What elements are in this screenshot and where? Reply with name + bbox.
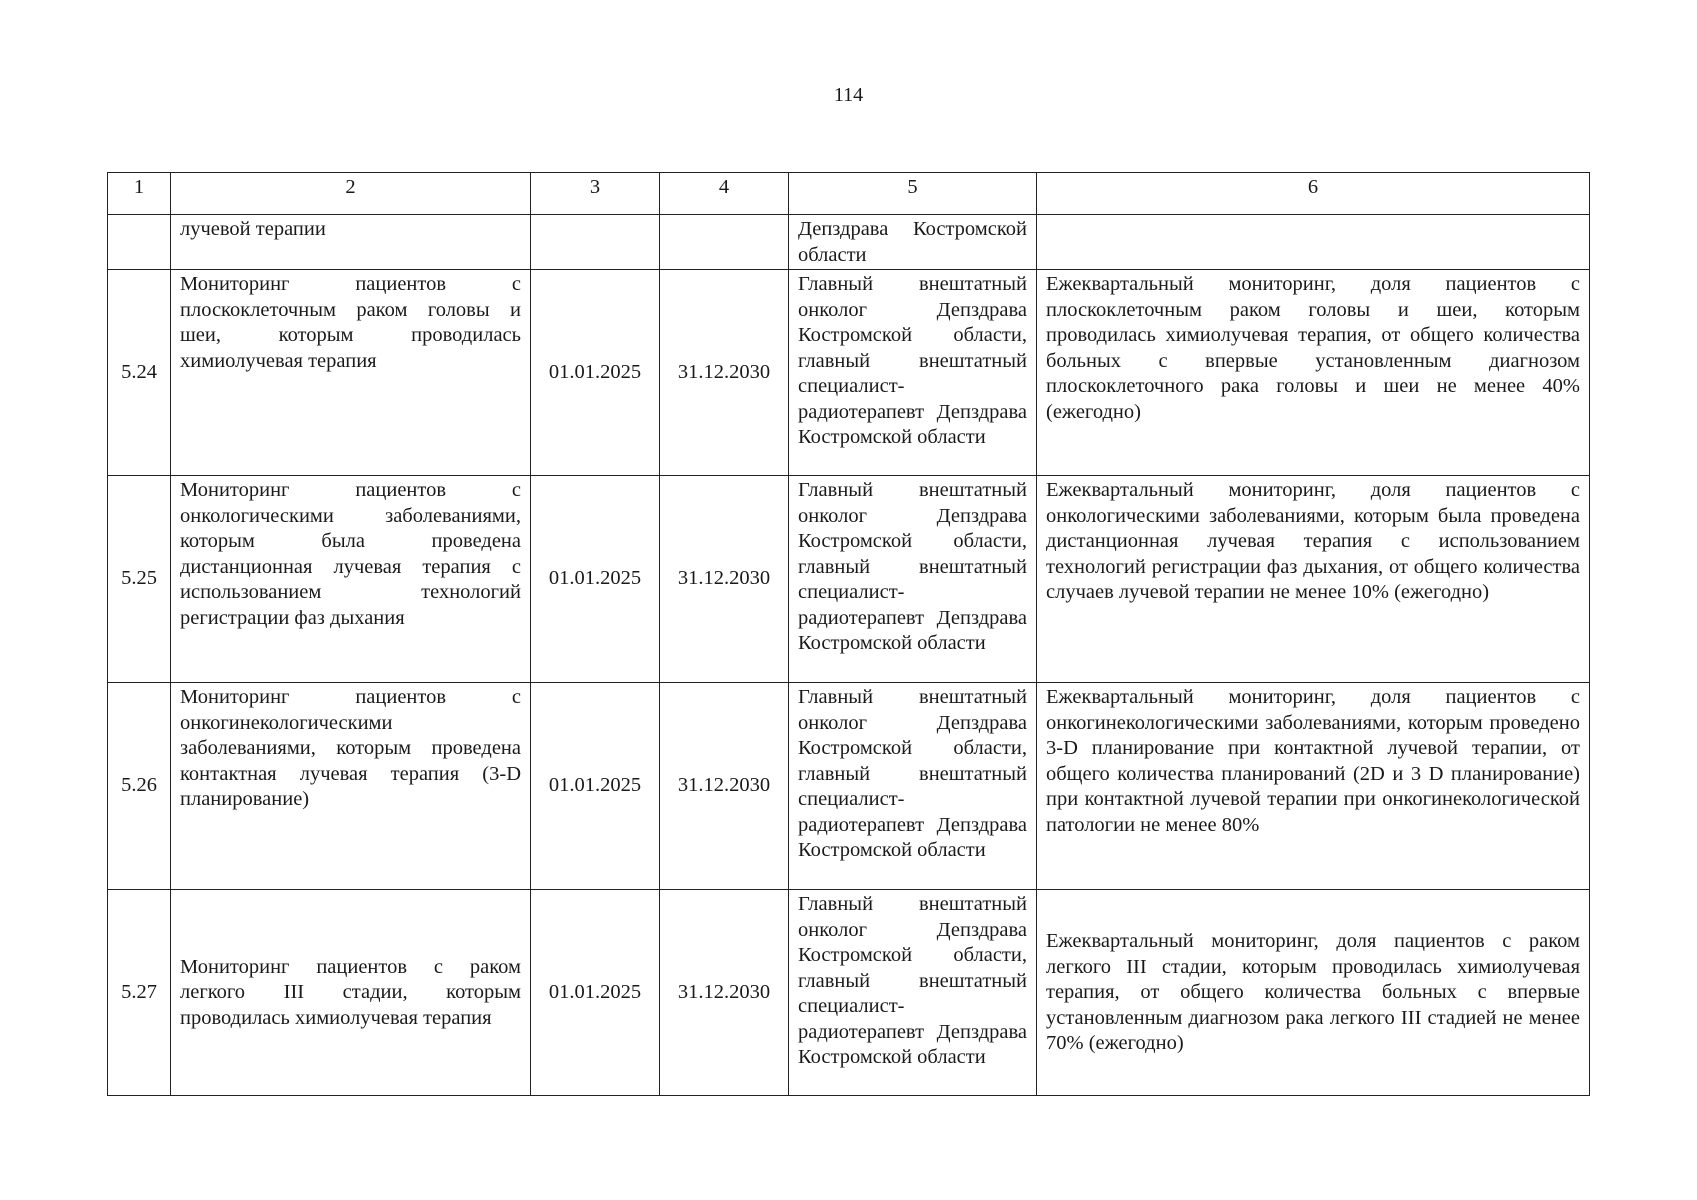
page-number: 114 (833, 84, 864, 106)
start-date: 01.01.2025 (531, 270, 660, 476)
header-cell: 4 (660, 173, 789, 215)
table-row (108, 890, 1590, 1096)
header-cell: 1 (108, 173, 171, 215)
row-number: 5.24 (108, 270, 171, 476)
result: Ежеквартальный мониторинг, доля пациентов с онкогинекологическими заболеваниями, которым проведено 3-D планирование при контактной лучевой терапии, от общего количества планирований (2D и 3 D планирование) при контактной лучевой терапии при онкогинекологической патологии не менее 80% (1037, 683, 1590, 890)
continuation-row (108, 215, 1590, 270)
result: Ежеквартальный мониторинг, доля пациентов с раком легкого III стадии, которым проводилась химиолучевая терапия, от общего количества больных с впервые установленным диагнозом рака легкого III стадией не менее 70% (ежегодно) (1037, 890, 1590, 1096)
end-date: 31.12.2030 (660, 890, 789, 1096)
measure-name: Мониторинг пациентов с раком легкого III стадии, которым проводилась химиолучевая терапия (171, 890, 531, 1096)
measure-name: Мониторинг пациентов с онкологическими заболеваниями, которым была проведена дистанционная лучевая терапия с использованием технологий регистрации фаз дыхания (171, 476, 531, 683)
header-cell: 6 (1037, 173, 1590, 215)
header-cell: 2 (171, 173, 531, 215)
start-date: 01.01.2025 (531, 890, 660, 1096)
measure-name: Мониторинг пациентов с онкогинекологическими заболеваниями, которым проведена контактная лучевая терапия (3-D планирование) (171, 683, 531, 890)
responsible: Главный внештатный онколог Депздрава Костромской области, главный внештатный специалист-радиотерапевт Депздрава Костромской области (789, 476, 1037, 683)
start-date: 01.01.2025 (531, 476, 660, 683)
row-number: 5.26 (108, 683, 171, 890)
row-number: 5.25 (108, 476, 171, 683)
start-date (531, 215, 660, 270)
row-number (108, 215, 171, 270)
end-date (660, 215, 789, 270)
header-cell: 3 (531, 173, 660, 215)
responsible: Главный внештатный онколог Депздрава Костромской области, главный внештатный специалист-радиотерапевт Депздрава Костромской области (789, 890, 1037, 1096)
header-cell: 5 (789, 173, 1037, 215)
responsible: Депздрава Костромской области (789, 215, 1037, 270)
row-number: 5.27 (108, 890, 171, 1096)
header-row (108, 173, 1590, 215)
start-date: 01.01.2025 (531, 683, 660, 890)
end-date: 31.12.2030 (660, 476, 789, 683)
end-date: 31.12.2030 (660, 683, 789, 890)
end-date: 31.12.2030 (660, 270, 789, 476)
responsible: Главный внештатный онколог Депздрава Костромской области, главный внештатный специалист-радиотерапевт Депздрава Костромской области (789, 270, 1037, 476)
result (1037, 215, 1590, 270)
result: Ежеквартальный мониторинг, доля пациентов с плоскоклеточным раком головы и шеи, которым проводилась химиолучевая терапия, от общего количества больных с впервые установленным диагнозом плоскоклеточного рака головы и шеи не менее 40% (ежегодно) (1037, 270, 1590, 476)
measure-name: Мониторинг пациентов с плоскоклеточным раком головы и шеи, которым проводилась химиолучевая терапия (171, 270, 531, 476)
table-row (108, 270, 1590, 476)
measure-name: лучевой терапии (171, 215, 531, 270)
responsible: Главный внештатный онколог Депздрава Костромской области, главный внештатный специалист-радиотерапевт Депздрава Костромской области (789, 683, 1037, 890)
table-row (108, 476, 1590, 683)
result: Ежеквартальный мониторинг, доля пациентов с онкологическими заболеваниями, которым была проведена дистанционная лучевая терапия с использованием технологий регистрации фаз дыхания, от общего количества случаев лучевой терапии не менее 10% (ежегодно) (1037, 476, 1590, 683)
table-row (108, 683, 1590, 890)
measures-table (107, 172, 1590, 1096)
